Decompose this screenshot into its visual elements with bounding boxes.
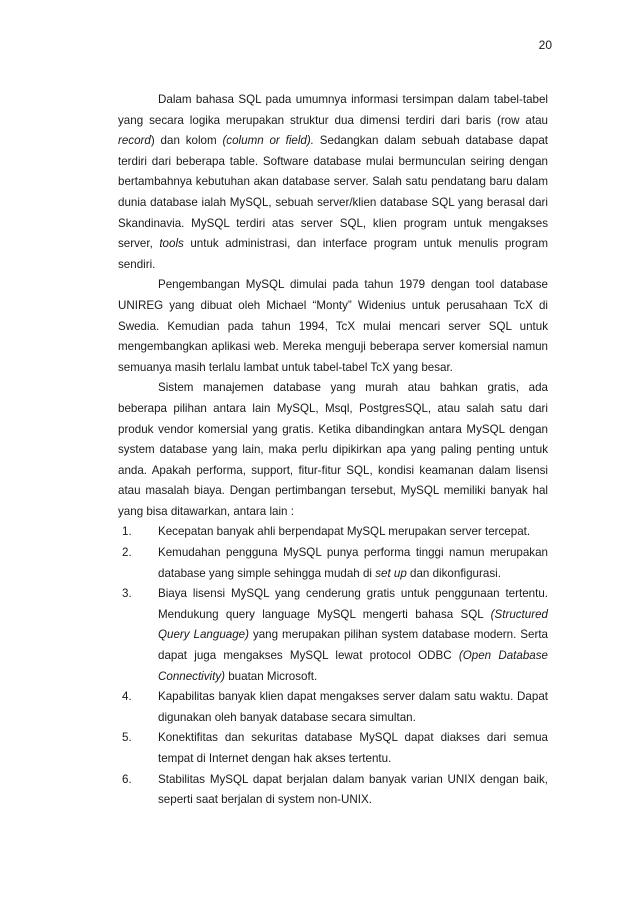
text-run: Pengembangan MySQL dimulai pada tahun 1979 dengan tool database UNIREG yang dibuat oleh Michael “Monty” Widenius untuk perusahaan TcX di Swedia. Kemudian pada tahun 1994, TcX mulai mencari server SQL untuk mengembangkan aplikasi web. Mereka menguji beberapa server komersial namun semuanya masih terlalu lambat untuk tabel-tabel TcX yang besar. xyxy=(118,278,548,374)
list-item-number: 2. xyxy=(122,546,132,560)
italic-text: set up xyxy=(375,566,407,580)
text-run: Sistem manajemen database yang murah atau bahkan gratis, ada beberapa pilihan antara lain MySQL, Msql, PostgresSQL, atau salah satu dari produk vendor komersial yang gratis. Ketika dibandingkan antara MySQL dengan system database yang lain, maka perlu dipikirkan apa yang paling penting untuk anda. Apakah performa, support, fitur-fitur SQL, kondisi keamanan dalam lisensi atau masalah biaya. Dengan pertimbangan tersebut, MySQL memiliki banyak hal yang bisa ditawarkan, antara lain : xyxy=(118,381,548,518)
list-item-number: 5. xyxy=(122,731,132,745)
text-run: dan dikonfigurasi. xyxy=(406,566,501,580)
text-run: yang merupakan pilihan system database modern. Serta dapat juga mengakses MySQL lewat protocol ODBC xyxy=(158,628,548,663)
text-run: Kecepatan banyak ahli berpendapat MySQL merupakan server tercepat. xyxy=(158,525,531,539)
italic-text: (Structured Query Language) xyxy=(158,607,548,642)
list-item-text xyxy=(158,587,548,682)
body-text xyxy=(118,90,548,811)
paragraph-mysql-intro xyxy=(118,90,548,275)
paragraph-dbms-choice xyxy=(118,378,548,522)
list-item-text xyxy=(158,525,530,538)
list-item-number: 6. xyxy=(122,772,132,786)
text-run: Biaya lisensi MySQL yang cenderung gratis untuk penggunaan tertentu. Mendukung query language MySQL mengerti bahasa SQL xyxy=(158,587,548,621)
feature-list xyxy=(118,522,548,810)
italic-text: (column or field). xyxy=(222,134,314,148)
text-run: Konektifitas dan sekuritas database MySQL dapat diakses dari semua tempat di Internet dengan hak akses tertentu. xyxy=(158,731,548,765)
text-run: untuk administrasi, dan interface program untuk menulis program sendiri. xyxy=(118,237,548,271)
text-run: Kapabilitas banyak klien dapat mengakses server dalam satu waktu. Dapat digunakan oleh banyak database secara simultan. xyxy=(158,690,548,724)
italic-text: record xyxy=(118,134,151,148)
list-item xyxy=(118,584,548,687)
list-item-number: 4. xyxy=(122,690,132,704)
list-item-number: 1. xyxy=(122,525,132,539)
list-item xyxy=(118,543,548,584)
text-run: Dalam bahasa SQL pada umumnya informasi tersimpan dalam tabel-tabel yang secara logika merupakan struktur dua dimensi terdiri dari baris (row atau xyxy=(118,93,548,127)
list-item-text xyxy=(158,690,548,724)
list-item xyxy=(118,770,548,811)
text-run: buatan Microsoft. xyxy=(225,669,318,683)
list-item-text xyxy=(158,546,548,580)
text-run: Kemudahan pengguna MySQL punya performa tinggi namun merupakan database yang simple sehingga mudah di xyxy=(158,546,548,580)
list-item-text xyxy=(158,731,548,765)
list-item xyxy=(118,522,548,543)
list-item-number: 3. xyxy=(122,587,132,601)
text-run: Stabilitas MySQL dapat berjalan dalam banyak varian UNIX dengan baik, seperti saat berjalan di system non-UNIX. xyxy=(158,772,548,807)
page-number: 20 xyxy=(538,38,552,52)
text-run: ) dan kolom xyxy=(150,134,223,148)
italic-text: tools xyxy=(159,237,184,251)
text-run: Sedangkan dalam sebuah database dapat terdiri dari beberapa table. Software database mulai bermunculan seiring dengan bertambahnya kebutuhan akan database server. Salah satu pendatang baru dalam dunia database ialah MySQL, sebuah server/klien database SQL yang berasal dari Skandinavia. MySQL terdiri atas server SQL, klien program untuk mengakses server, xyxy=(118,134,548,251)
list-item xyxy=(118,687,548,728)
list-item xyxy=(118,728,548,769)
list-item-text xyxy=(158,773,548,807)
italic-text: (Open Database Connectivity) xyxy=(158,649,548,683)
paragraph-mysql-history xyxy=(118,275,548,378)
